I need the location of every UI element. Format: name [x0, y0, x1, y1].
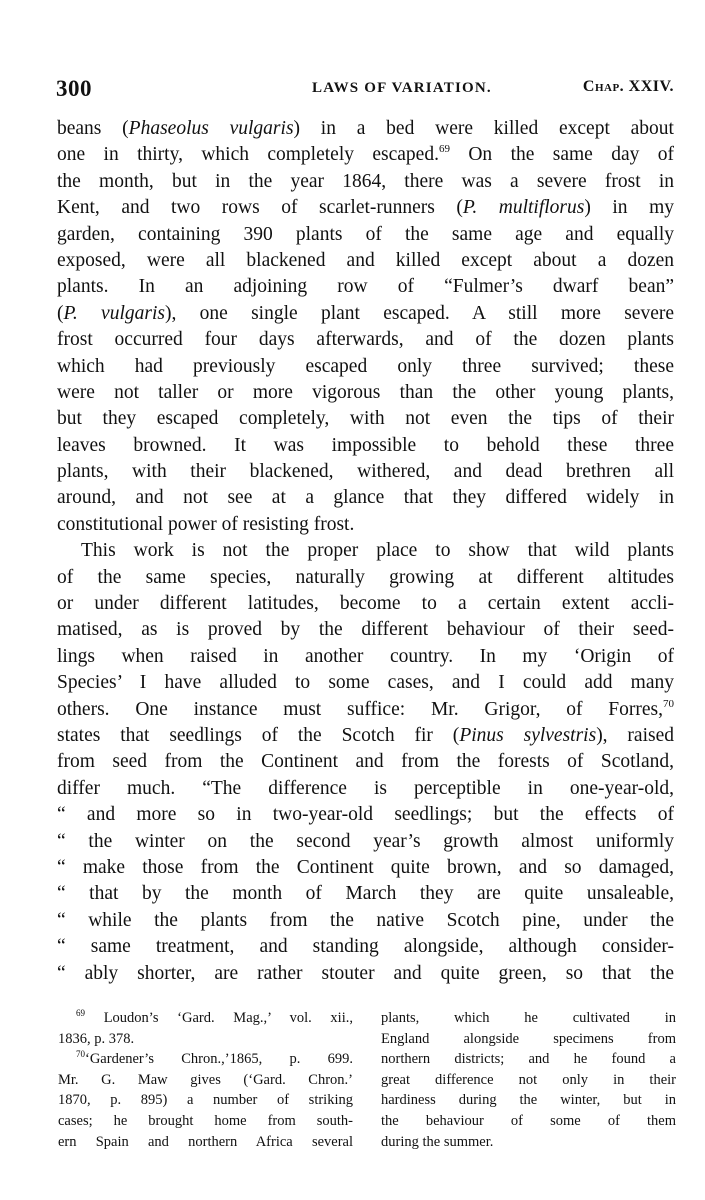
- text-line: leaves browned. It was impossible to behold these three: [57, 434, 674, 456]
- main-text: [57, 116, 674, 987]
- text-line: or under different latitudes, become to a certain extent accli-: [57, 593, 674, 615]
- text-line: from seed from the Continent and from the forests of Scotland,: [57, 751, 674, 773]
- text-line: states that seedlings of the Scotch fir (Pinus sylvestris), raised: [57, 724, 674, 746]
- footnote-line: 1836, p. 378.: [58, 1030, 135, 1047]
- text-line: lings when raised in another country. In my ‘Origin of: [57, 645, 674, 667]
- text-line: but they escaped completely, with not even the tips of their: [57, 408, 674, 430]
- footnote-line: during the summer.: [381, 1133, 494, 1150]
- text-line: Kent, and two rows of scarlet-runners (P. multiflorus) in my: [57, 197, 674, 219]
- text-line: differ much. “The difference is perceptible in one-year-old,: [57, 777, 674, 799]
- text-line: “ ably shorter, are rather stouter and quite green, so that the: [57, 962, 674, 984]
- footnote-line: the behaviour of some of them: [381, 1112, 676, 1129]
- text-line: exposed, were all blackened and killed except about a dozen: [57, 249, 674, 271]
- text-line: “ same treatment, and standing alongside, although consider-: [57, 936, 674, 958]
- text-line: others. One instance must suffice: Mr. Grigor, of Forres,$^{70}$: [57, 697, 674, 720]
- footnote-line: $^{70}$‘Gardener’s Chron.,’1865, p. 699.: [76, 1049, 353, 1068]
- text-line: (P. vulgaris), one single plant escaped. A still more severe: [57, 302, 674, 324]
- text-line: “ that by the month of March they are quite unsaleable,: [57, 883, 674, 905]
- text-line: “ the winter on the second year’s growth almost uniformly: [57, 830, 674, 852]
- footnote-line: ern Spain and northern Africa several: [58, 1133, 353, 1150]
- page-number: 300: [56, 76, 92, 101]
- footnote-line: Mr. G. Maw gives (‘Gard. Chron.’: [58, 1071, 353, 1088]
- text-line: plants. In an adjoining row of “Fulmer’s dwarf bean”: [57, 276, 674, 298]
- footnote-line: 1870, p. 895) a number of striking: [58, 1092, 353, 1109]
- text-line: frost occurred four days afterwards, and of the dozen plants: [57, 329, 674, 351]
- text-line: of the same species, naturally growing at different altitudes: [57, 566, 674, 588]
- footnotes-right-column: [381, 1008, 676, 1152]
- text-line: “ make those from the Continent quite brown, and so damaged,: [57, 856, 674, 878]
- running-title: LAWS OF VARIATION.: [312, 80, 492, 96]
- footnote-line: $^{69}$ Loudon’s ‘Gard. Mag.,’ vol. xii.,: [76, 1008, 353, 1026]
- text-line: one in thirty, which completely escaped.$^{69}$ On the same day of: [57, 143, 674, 166]
- text-line: around, and not see at a glance that they differed widely in: [57, 487, 674, 509]
- text-line: garden, containing 390 plants of the same age and equally: [57, 223, 674, 245]
- running-header: [56, 76, 674, 106]
- footnotes-left-column: [58, 1008, 353, 1152]
- text-line: were not taller or more vigorous than the other young plants,: [57, 381, 674, 403]
- text-line: beans (Phaseolus vulgaris) in a bed were killed except about: [57, 118, 674, 139]
- footnote-line: great difference not only in their: [381, 1071, 676, 1088]
- text-line: matised, as is proved by the different behaviour of their seed-: [57, 619, 674, 641]
- chapter-label: Chap. XXIV.: [582, 78, 674, 95]
- text-line: plants, with their blackened, withered, and dead brethren all: [57, 461, 674, 483]
- text-line: “ while the plants from the native Scotch pine, under the: [57, 909, 674, 931]
- footnote-line: northern districts; and he found a: [381, 1051, 676, 1068]
- footnote-line: England alongside specimens from: [381, 1030, 676, 1047]
- text-line: the month, but in the year 1864, there was a severe frost in: [57, 170, 674, 192]
- footnote-line: plants, which he cultivated in: [381, 1010, 676, 1026]
- text-line: which had previously escaped only three survived; these: [57, 355, 674, 377]
- text-line: constitutional power of resisting frost.: [57, 513, 355, 535]
- text-line: This work is not the proper place to show that wild plants: [81, 540, 674, 562]
- text-line: Species’ I have alluded to some cases, and I could add many: [57, 672, 674, 694]
- text-line: “ and more so in two-year-old seedlings; but the effects of: [57, 804, 674, 826]
- footnote-line: hardiness during the winter, but in: [381, 1092, 676, 1109]
- footnote-line: cases; he brought home from south-: [58, 1112, 353, 1129]
